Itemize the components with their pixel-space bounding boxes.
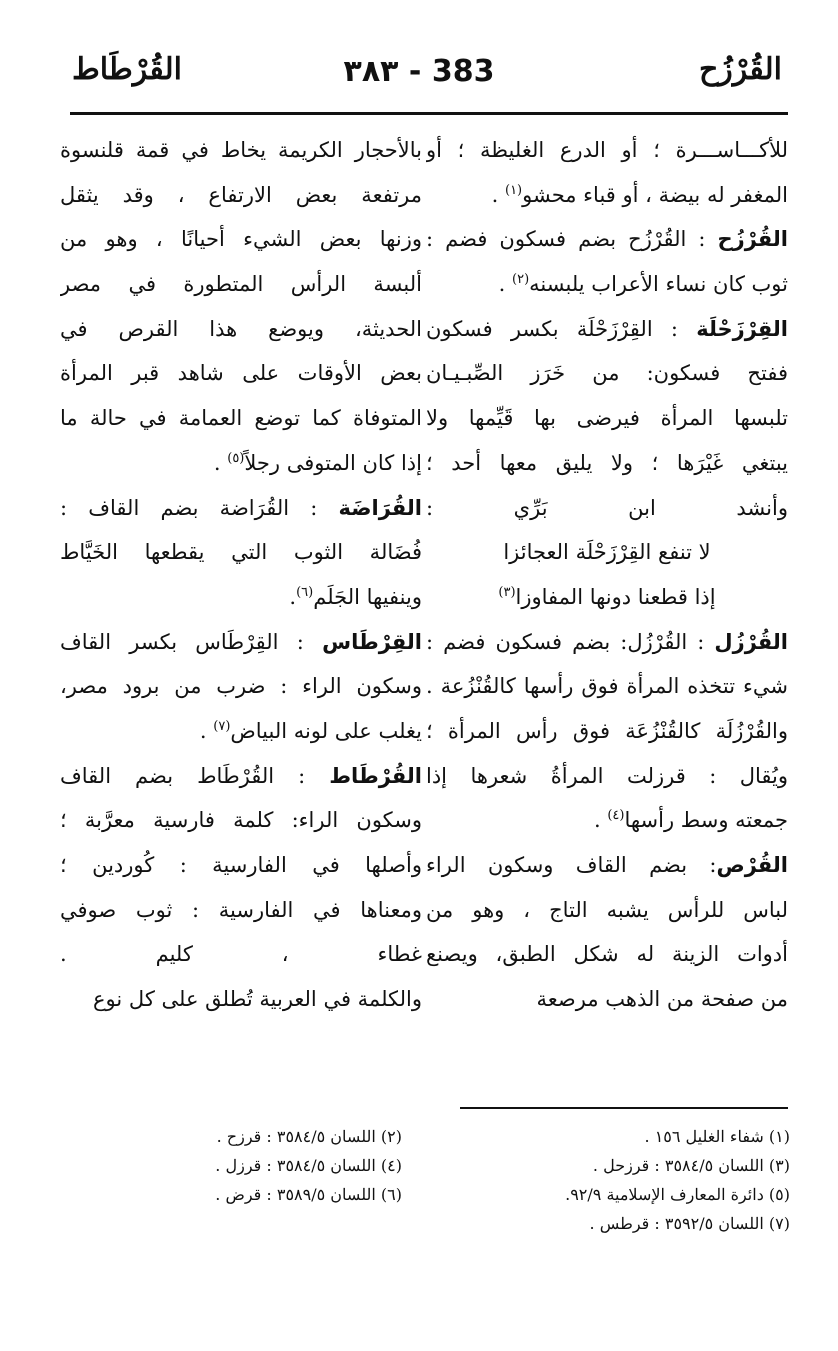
text-line [60,262,422,307]
text-line [426,441,788,486]
text-line [60,575,422,620]
line-text: فُضَالة الثوب التي يقطعها الخَيَّاط [60,540,422,565]
text-line [426,173,788,218]
line-text: : القُرْزُح بضم فسكون فضم : [426,227,718,252]
footnote-rule [460,1107,788,1109]
footnote: (٦) اللسان ٣٥٨٩/٥ : قرض . [215,1185,402,1204]
line-text: من صفحة من الذهب مرصعة [536,987,788,1012]
text-line [60,173,422,218]
line-text: ففتح فسكون: من خَرَز الصِّبـيـان [426,361,788,386]
text-line [426,396,788,441]
text-line [60,798,422,843]
line-text: ثوب كان نساء الأعراب يلبسنه [529,272,788,297]
text-line [60,128,422,173]
line-tail: . [199,718,214,743]
footnote-row [60,1151,790,1180]
footnote: (٥) دائرة المعارف الإسلامية ٩٢/٩. [565,1185,790,1204]
text-line [60,664,422,709]
line-text: أدوات الزينة له شكل الطبق، ويصنع [426,942,788,967]
text-line [60,843,422,888]
right-text-column [426,128,788,1022]
page-number: ٣٨٣ - 383 [343,54,495,89]
footnote: (٢) اللسان ٣٥٨٤/٥ : قرزح . [216,1127,402,1146]
line-text: المتوفاة كما توضع العمامة في حالة ما [60,406,422,431]
line-text: ألبسة الرأس المتطورة في مصر [60,272,422,297]
running-head-left: القُرْطَاط [72,52,182,87]
text-line [60,396,422,441]
line-text: يغلب على لونه البياض [230,718,422,743]
text-line [60,486,422,531]
line-text: ويُقال : قرزلت المرأةُ شعرها إذا [426,763,788,788]
line-text: : القِرْطَاس بكسر القاف [60,629,323,654]
text-line [60,888,422,933]
text-line [60,709,422,754]
text-line [426,932,788,977]
footnote-row [60,1209,790,1238]
text-line [426,888,788,933]
footnote-ref: (١) [504,182,523,198]
text-line [60,977,422,1022]
line-text: بعض الأوقات على شاهد قبر المرأة [60,361,422,386]
text-line [60,351,422,396]
line-text: الحديثة، ويوضع هذا القرص في [60,316,422,341]
footnote: (١) شفاء الغليل ١٥٦ . [644,1127,790,1146]
footnote-ref: (٦) [296,584,314,600]
line-text: بالأحجار الكريمة يخاط في قمة قلنسوة [60,138,422,162]
line-text: والكلمة في العربية تُطلق على كل نوع [93,987,422,1012]
entry-headword: القُرْص [716,853,788,877]
text-line [60,754,422,799]
text-line [60,932,422,977]
text-line [426,843,788,888]
footnote: (٧) اللسان ٣٥٩٢/٥ : قرطس . [589,1214,790,1233]
footnotes [60,1122,790,1238]
line-tail: . [593,808,608,833]
line-text: : القُرْطَاط بضم القاف [60,763,330,788]
line-text: وسكون الراء : ضرب من برود مصر، [60,674,422,699]
line-tail: . [498,272,513,297]
line-tail: . [213,450,228,475]
running-head-right: القُرْزُح [698,52,782,87]
text-line [426,754,788,799]
line-tail: . [289,584,297,609]
text-line [60,620,422,665]
page-header [0,44,838,104]
text-line [426,486,788,531]
line-text: : بضم القاف وسكون الراء [426,853,717,877]
footnote: (٣) اللسان ٣٥٨٤/٥ : قرزحل . [592,1156,790,1175]
line-tail: . [491,182,505,207]
entry-headword: القُرْطَاط [329,763,422,788]
line-text: لباس للرأس يشبه التاج ، وهو من [426,897,788,922]
text-line [426,709,788,754]
footnote-row [60,1180,790,1209]
line-text: وأنشد ابن بَرِّي : [426,495,788,520]
text-line [426,575,788,620]
line-text: جمعته وسط رأسها [624,808,788,833]
entry-headword: القُرَاضَة [338,495,422,520]
entry-headword: القُرْزُل [714,629,788,654]
text-line [60,441,422,486]
text-line [426,351,788,396]
text-line [60,217,422,262]
line-text: وأصلها في الفارسية : كُوردين ؛ [60,853,422,877]
text-line [426,262,788,307]
footnote-row [60,1122,790,1151]
text-line [426,620,788,665]
line-text: مرتفعة بعض الارتفاع ، وقد يثقل [60,182,422,207]
line-text: وزنها بعض الشيء أحيانًا ، وهو من [60,227,422,252]
footnote: (٤) اللسان ٣٥٨٤/٥ : قرزل . [215,1156,402,1175]
entry-headword: القِرْطَاس [322,629,422,654]
text-line [426,664,788,709]
footnote-ref: (٣) [498,584,516,600]
line-text: للأكـــاســـرة ؛ أو الدرع الغليظة ؛ أو [426,138,788,162]
entry-headword: القُرْزُح [717,227,788,252]
line-text: تلبسها المرأة فيرضى بها قَيِّمها ولا [426,406,788,431]
text-line [426,307,788,352]
left-text-column [60,128,422,1022]
text-line [426,530,788,575]
text-line [60,307,422,352]
footnote-ref: (٧) [213,718,231,734]
text-line [60,530,422,575]
line-text: والقُرْزُلَة كالقُنْزُعَة فوق رأس المرأة ؛ [426,718,788,743]
line-text: غطاء ، كليم . [60,942,422,967]
entry-headword: القِرْزَحْلَة [696,316,788,341]
line-text: يبتغي غَيْرَها ؛ ولا يليق معها أحد ؛ [426,450,788,475]
line-text: وينفيها الجَلَم [313,584,422,609]
line-text: المغفر له بيضة ، أو قباء محشو [522,182,788,207]
line-text: وسكون الراء: كلمة فارسية معرَّبة ؛ [60,808,422,833]
header-rule [70,112,788,115]
line-text: : القُرَاضة بضم القاف : [60,495,339,520]
line-text: إذا كان المتوفى رجلاً [244,450,422,475]
line-text: شيء تتخذه المرأة فوق رأسها كالقُنْزُعة . [426,674,788,699]
text-line [426,217,788,262]
footnote-ref: (٥) [227,450,245,466]
line-text: لا تنفع القِرْزَحْلَة العجائزا [503,540,711,565]
text-line [426,128,788,173]
line-text: : القُرْزُل: بضم فسكون فضم : [426,629,715,654]
text-line [426,798,788,843]
footnote-ref: (٢) [512,272,530,288]
footnote-ref: (٤) [607,808,625,824]
line-text: إذا قطعنا دونها المفاوزا [515,584,716,609]
line-text: : القِرْزَحْلَة بكسر فسكون [426,316,697,341]
text-line [426,977,788,1022]
line-text: ومعناها في الفارسية : ثوب صوفي [60,897,422,922]
